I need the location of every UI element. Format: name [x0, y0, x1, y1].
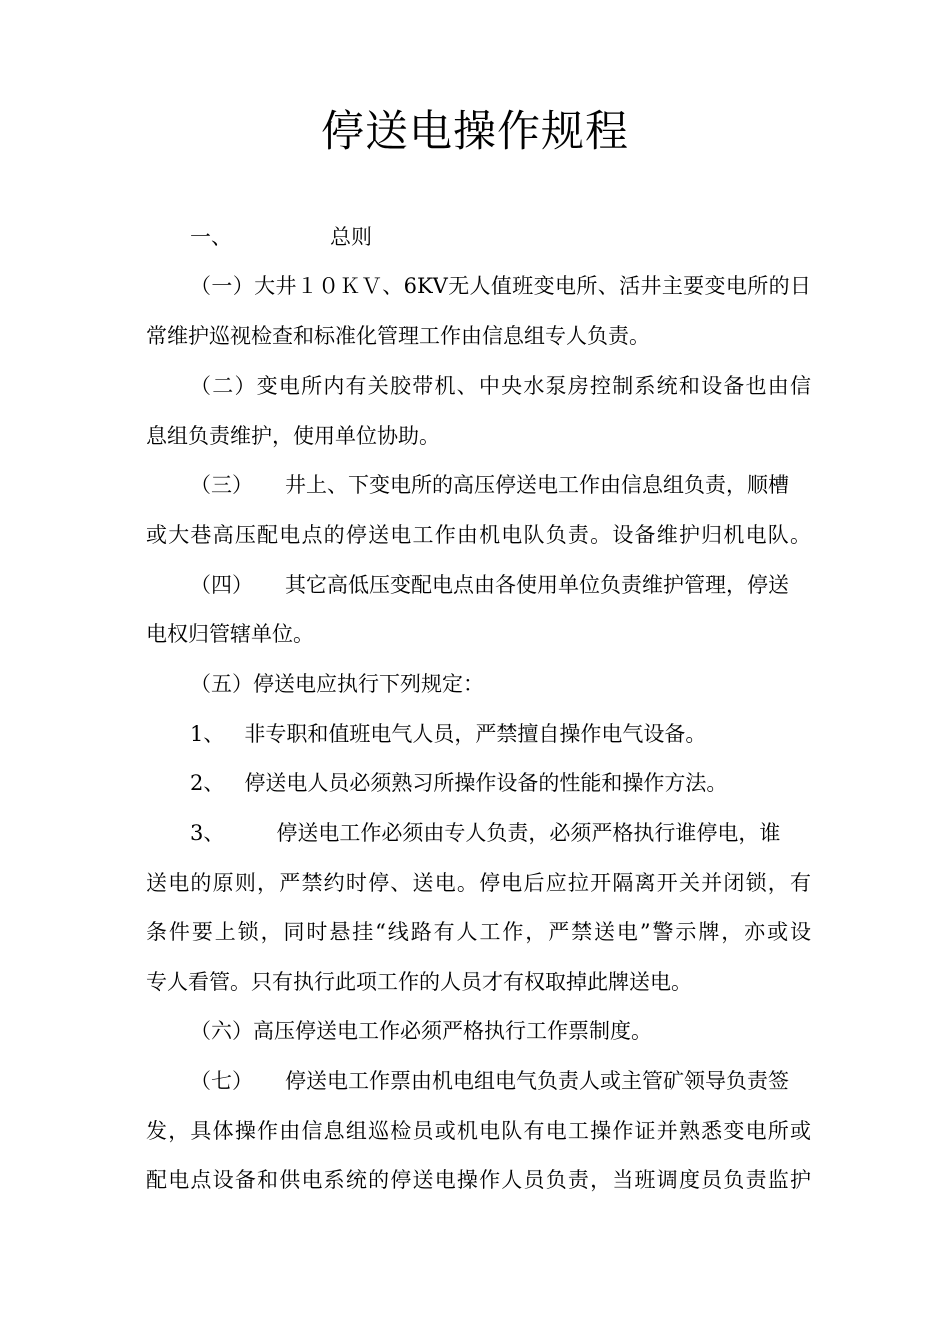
paragraph-4-text: 其它高低压变配电点由各使用单位负责维护管理，停送 [285, 573, 789, 597]
paragraph-1-line-2: 常维护巡视检查和标准化管理工作由信息组专人负责。 [146, 324, 650, 348]
list-item-3-text: 停送电工作必须由专人负责，必须严格执行谁停电，谁 [276, 821, 781, 845]
paragraph-7-line-3: 配电点设备和供电系统的停送电操作人员负责，当班调度员负责监护 [146, 1168, 811, 1192]
list-item-1-number: 1、 [190, 722, 225, 746]
paragraph-4-line-2: 电权归管辖单位。 [146, 622, 314, 646]
paragraph-2-line-1: （二）变电所内有关胶带机、中央水泵房控制系统和设备也由信 [190, 374, 811, 398]
paragraph-4-label: （四） [190, 573, 253, 597]
list-item-1 [190, 719, 855, 749]
section-title: 总则 [330, 225, 372, 249]
paragraph-3-line-1 [190, 470, 855, 500]
paragraph-3-label: （三） [190, 473, 253, 497]
paragraph-6-line-1: （六）高压停送电工作必须严格执行工作票制度。 [190, 1019, 652, 1043]
paragraph-7-text: 停送电工作票由机电组电气负责人或主管矿领导负责签 [285, 1069, 789, 1093]
section-number: 一、 [190, 225, 232, 249]
list-item-3-line-1 [190, 818, 855, 848]
paragraph-7-line-2: 发，具体操作由信息组巡检员或机电队有电工操作证并熟悉变电所或 [146, 1119, 811, 1143]
list-item-3-number: 3、 [190, 821, 225, 845]
list-item-2-text: 停送电人员必须熟习所操作设备的性能和操作方法。 [244, 771, 728, 795]
document-title: 停送电操作规程 [321, 107, 629, 157]
paragraph-7-line-1 [190, 1066, 855, 1096]
paragraph-3-text: 井上、下变电所的高压停送电工作由信息组负责，顺槽 [285, 473, 789, 497]
list-item-3-line-3: 条件要上锁，同时悬挂“线路有人工作，严禁送电”警示牌，亦或设 [146, 920, 811, 944]
paragraph-3-line-2: 或大巷高压配电点的停送电工作由机电队负责。设备维护归机电队。 [146, 523, 811, 547]
paragraph-2-line-2: 息组负责维护，使用单位协助。 [146, 424, 440, 448]
paragraph-1-line-1: （一）大井１０ＫＶ、6KV无人值班变电所、活井主要变电所的日 [190, 274, 811, 298]
paragraph-5-line-1: （五）停送电应执行下列规定： [190, 672, 484, 696]
list-item-2-number: 2、 [190, 771, 225, 795]
section-heading [190, 222, 855, 252]
paragraph-4-line-1 [190, 570, 855, 600]
paragraph-7-label: （七） [190, 1069, 253, 1093]
list-item-1-text: 非专职和值班电气人员，严禁擅自操作电气设备。 [244, 722, 707, 746]
list-item-3-line-2: 送电的原则，严禁约时停、送电。停电后应拉开隔离开关并闭锁，有 [146, 871, 811, 895]
list-item-3-line-4: 专人看管。只有执行此项工作的人员才有权取掉此牌送电。 [146, 970, 692, 994]
list-item-2 [190, 768, 855, 798]
